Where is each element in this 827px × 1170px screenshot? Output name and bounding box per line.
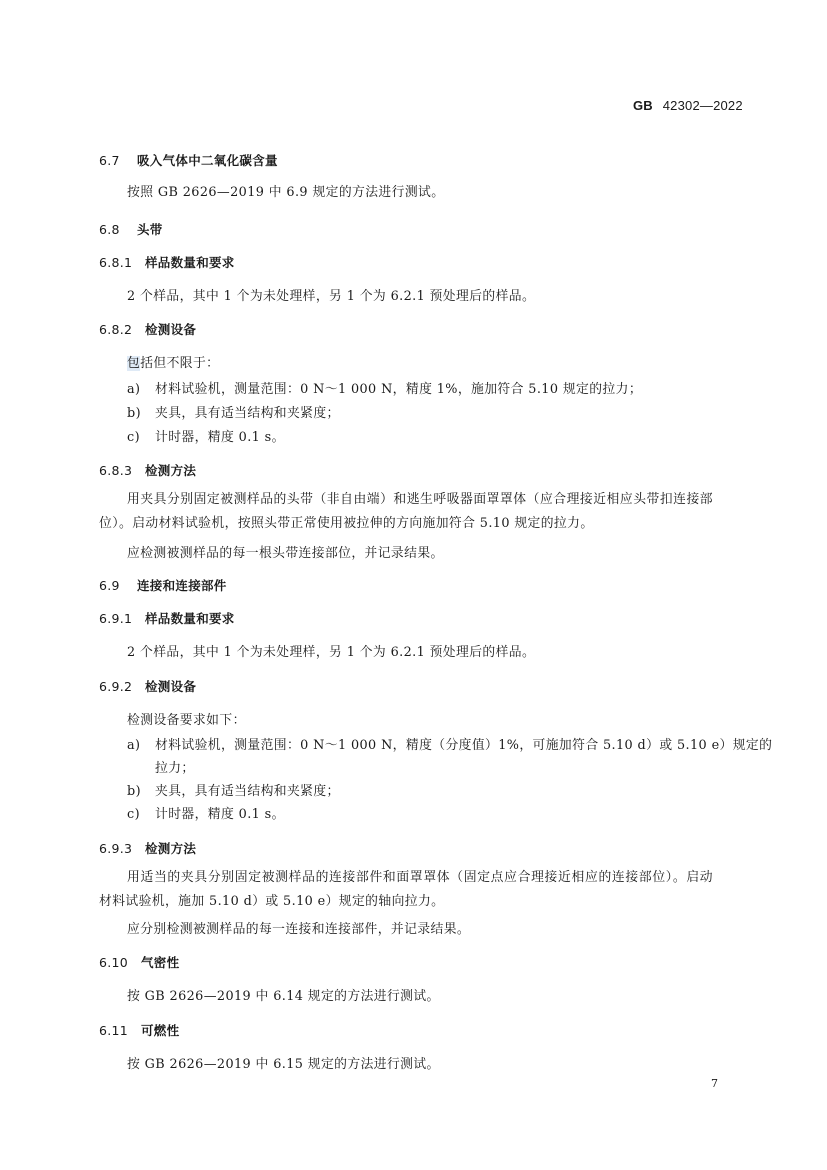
list-item-b xyxy=(127,402,340,421)
section-body-6-7: 按照 GB 2626—2019 中 6.9 规定的方法进行测试。 xyxy=(127,185,445,200)
section-heading-6-8-3 xyxy=(99,461,196,479)
section-title: 头带 xyxy=(137,222,163,237)
list-marker: c) xyxy=(127,430,140,445)
section-title: 可燃性 xyxy=(141,1023,180,1038)
method-paragraph-1: 用夹具分别固定被测样品的头带（非自由端）和逃生呼吸器面罩罩体（应合理接近相应头带扣连接部位）。启动材料试验机，按照头带正常使用被拉伸的方向施加符合 5.10 规定的拉力。 xyxy=(99,492,713,531)
section-body-6-9-1: 2 个样品，其中 1 个为未处理样，另 1 个为 6.2.1 预处理后的样品。 xyxy=(127,645,536,660)
section-number: 6.9.1 xyxy=(99,611,133,626)
list-marker: a) xyxy=(127,382,141,397)
section-number: 6.11 xyxy=(99,1023,129,1038)
section-title: 连接和连接部件 xyxy=(137,578,227,593)
section-title: 检测方法 xyxy=(145,841,197,856)
list-item-a xyxy=(127,378,642,397)
list-item-a-continuation: 拉力； xyxy=(155,761,195,776)
section-body-6-11: 按 GB 2626—2019 中 6.15 规定的方法进行测试。 xyxy=(127,1057,440,1072)
section-number: 6.9 xyxy=(99,578,120,593)
list-marker: a) xyxy=(127,738,141,753)
section-title: 气密性 xyxy=(141,955,180,970)
list-item-b xyxy=(127,780,340,799)
list-marker: b) xyxy=(127,784,141,799)
equipment-intro: 检测设备要求如下： xyxy=(127,713,246,728)
method-paragraph-2: 应分别检测被测样品的每一连接和连接部件，并记录结果。 xyxy=(127,922,471,937)
standard-code: GB xyxy=(633,98,653,113)
section-number: 6.7 xyxy=(99,153,120,168)
intro-text: 括但不限于： xyxy=(140,356,220,371)
text-selection-highlight[interactable]: 包 xyxy=(127,356,141,371)
section-number: 6.8 xyxy=(99,222,120,237)
equipment-intro xyxy=(127,352,219,371)
section-body-6-10: 按 GB 2626—2019 中 6.14 规定的方法进行测试。 xyxy=(127,989,440,1004)
section-heading-6-9-2 xyxy=(99,677,196,695)
list-text: 材料试验机，测量范围：0 N～1 000 N，精度 1%，施加符合 5.10 规定的拉力； xyxy=(155,382,643,397)
method-paragraph-2: 应检测被测样品的每一根头带连接部位，并记录结果。 xyxy=(127,546,444,561)
section-heading-6-9-3 xyxy=(99,839,196,857)
section-heading-6-8-1 xyxy=(99,253,235,271)
method-paragraph-1: 用适当的夹具分别固定被测样品的连接部件和面罩罩体（固定点应合理接近相应的连接部位）。启动材料试验机，施加 5.10 d）或 5.10 e）规定的轴向拉力。 xyxy=(99,870,713,909)
section-title: 样品数量和要求 xyxy=(145,255,235,270)
section-body-6-8-1: 2 个样品，其中 1 个为未处理样，另 1 个为 6.2.1 预处理后的样品。 xyxy=(127,289,536,304)
section-heading-6-9 xyxy=(99,576,227,594)
section-title: 检测设备 xyxy=(145,322,197,337)
standard-number: 42302—2022 xyxy=(662,98,743,113)
section-number: 6.9.3 xyxy=(99,841,133,856)
section-number: 6.8.3 xyxy=(99,463,133,478)
section-title: 吸入气体中二氧化碳含量 xyxy=(137,153,278,168)
list-marker: c) xyxy=(127,807,140,822)
list-text: 计时器，精度 0.1 s。 xyxy=(155,807,285,822)
section-heading-6-10 xyxy=(99,953,179,971)
document-header xyxy=(633,98,743,113)
section-heading-6-8 xyxy=(99,220,163,238)
section-number: 6.10 xyxy=(99,955,129,970)
section-heading-6-7 xyxy=(99,151,278,169)
section-heading-6-9-1 xyxy=(99,609,235,627)
section-title: 检测设备 xyxy=(145,679,197,694)
section-number: 6.9.2 xyxy=(99,679,133,694)
section-title: 样品数量和要求 xyxy=(145,611,235,626)
section-heading-6-11 xyxy=(99,1021,179,1039)
list-text: 夹具，具有适当结构和夹紧度； xyxy=(155,784,340,799)
list-marker: b) xyxy=(127,406,141,421)
list-text: 计时器，精度 0.1 s。 xyxy=(155,430,285,445)
section-number: 6.8.2 xyxy=(99,322,133,337)
list-text: 材料试验机，测量范围：0 N～1 000 N，精度（分度值）1%，可施加符合 5.10 d）或 5.10 e）规定的 xyxy=(155,738,773,753)
section-number: 6.8.1 xyxy=(99,255,133,270)
list-item-a xyxy=(127,734,772,753)
list-item-c xyxy=(127,803,285,822)
section-heading-6-8-2 xyxy=(99,320,196,338)
list-text: 夹具，具有适当结构和夹紧度； xyxy=(155,406,340,421)
section-title: 检测方法 xyxy=(145,463,197,478)
page-number: 7 xyxy=(711,1077,718,1090)
list-item-c xyxy=(127,426,285,445)
